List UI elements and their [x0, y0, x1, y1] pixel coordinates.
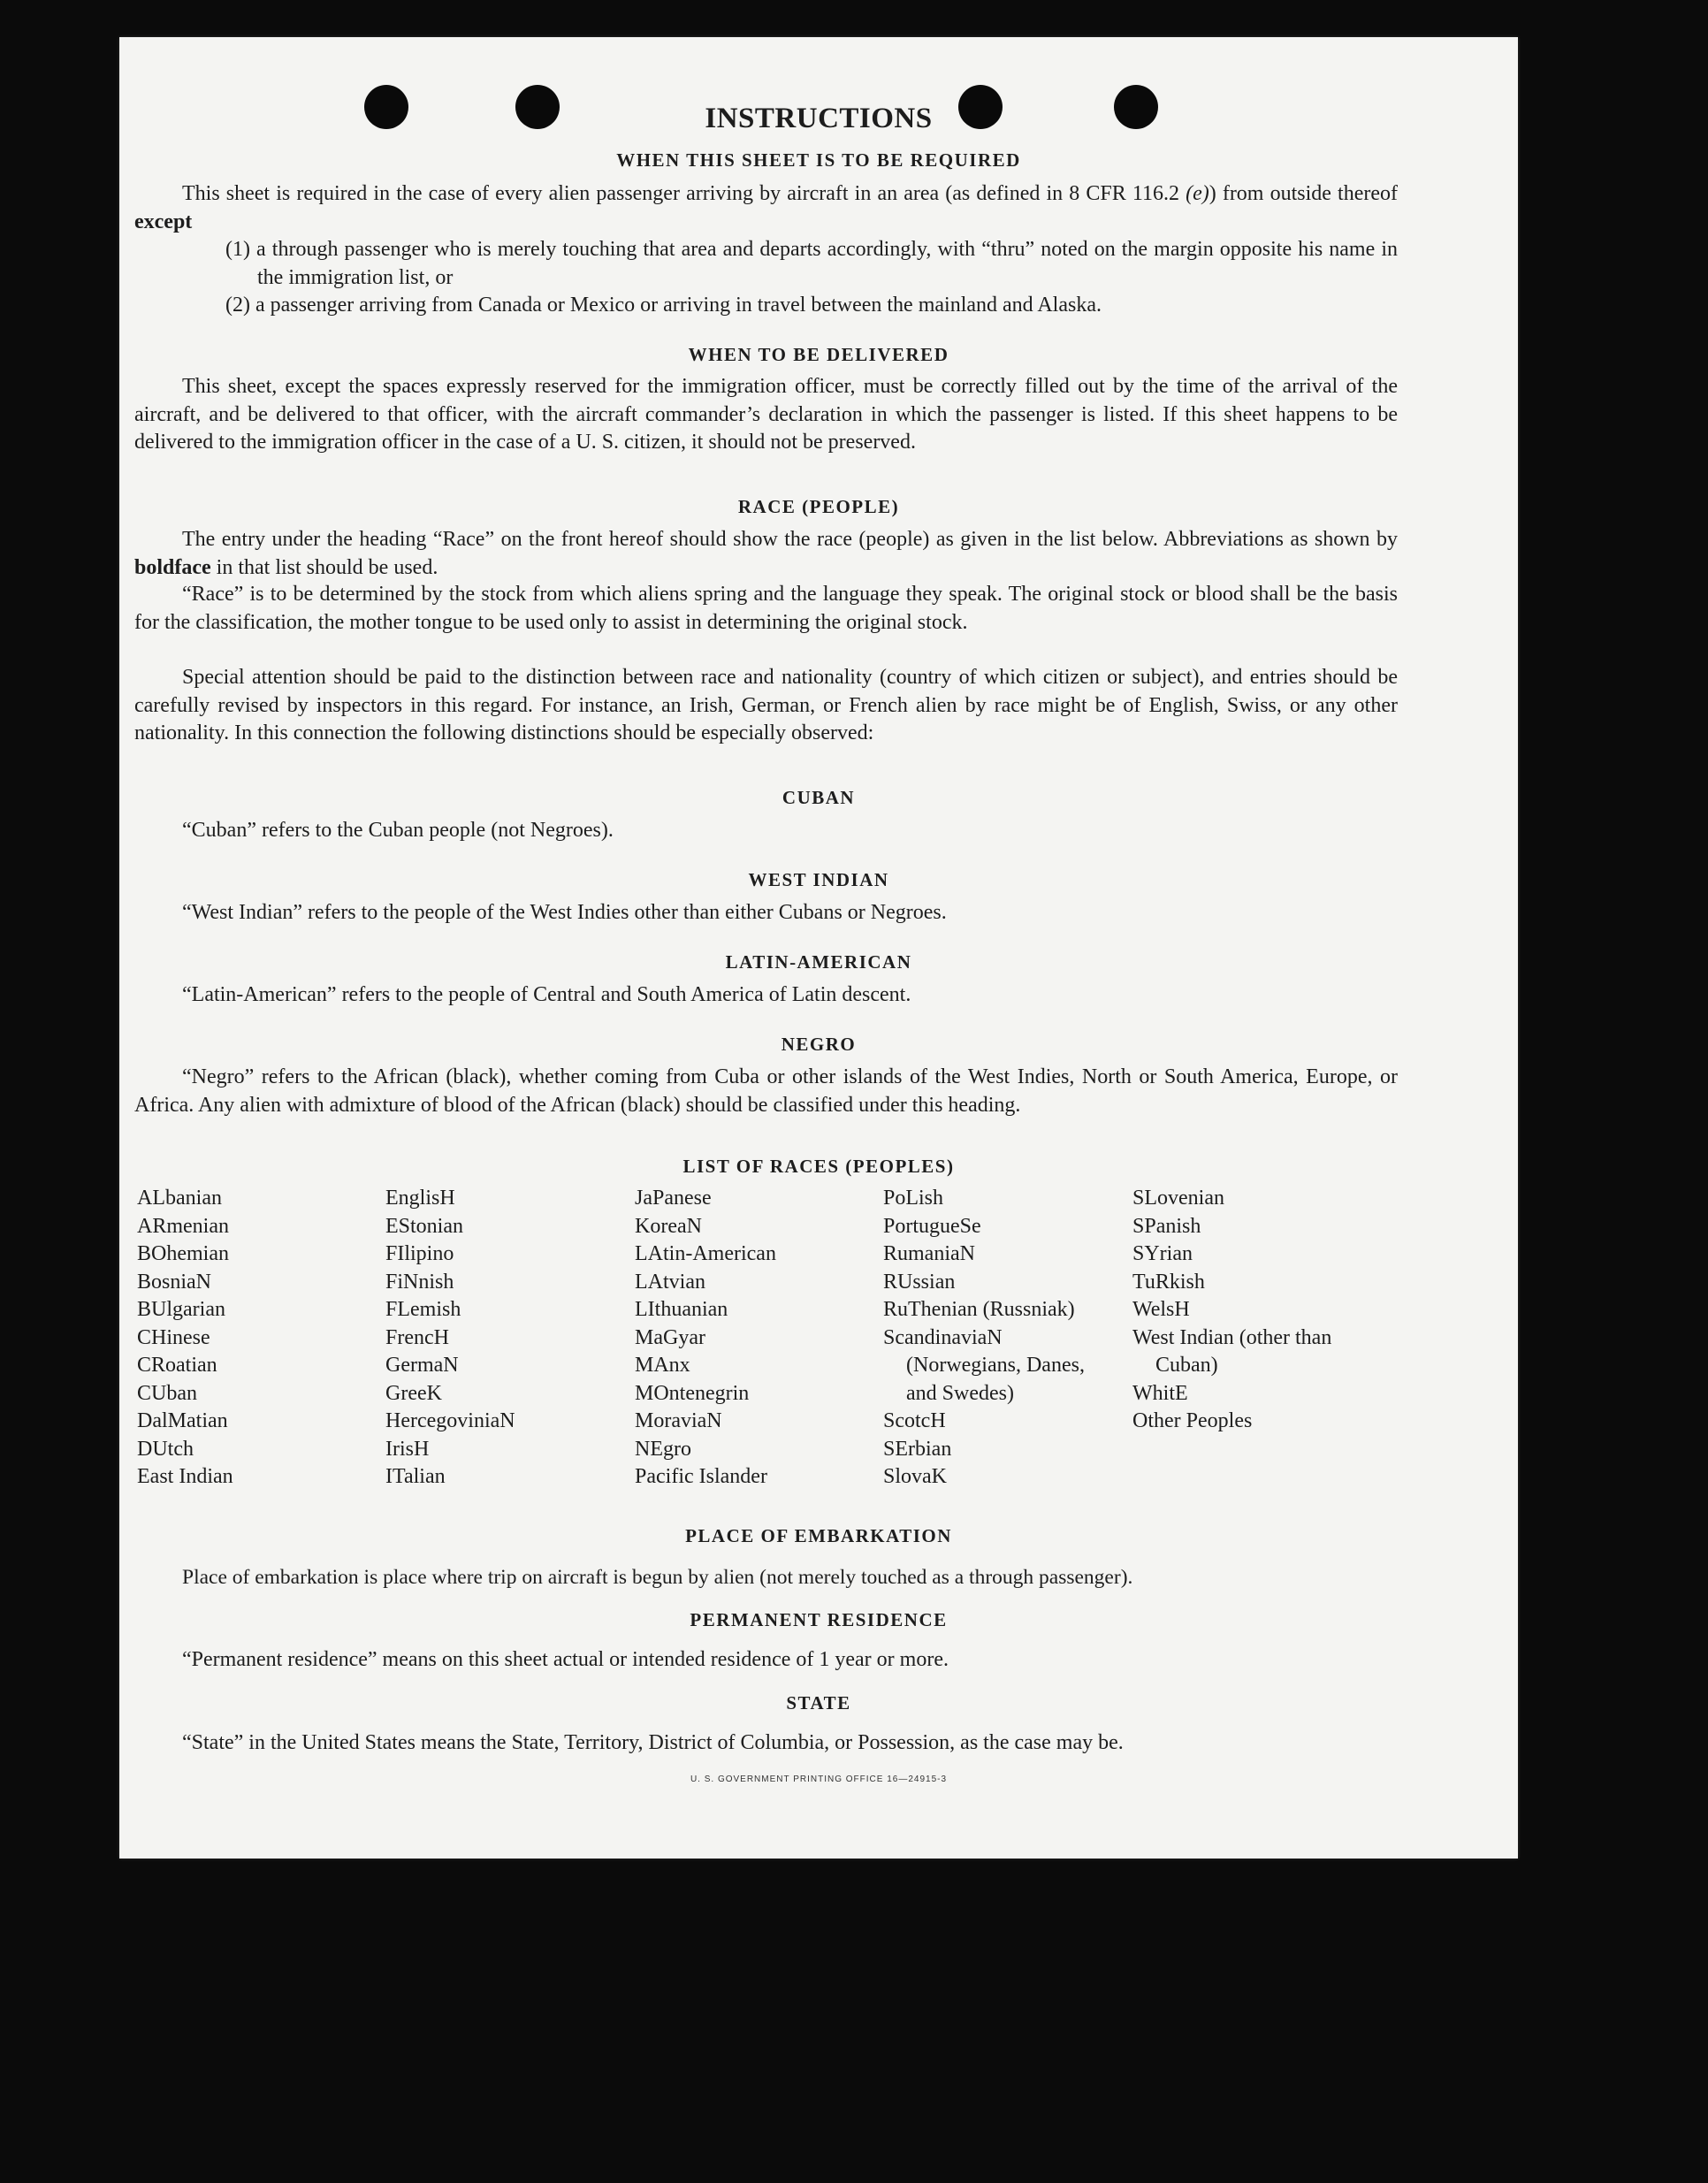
- race-item: HercegoviniaN: [385, 1409, 515, 1432]
- race-item: MAnx: [635, 1354, 690, 1377]
- race-item: BUlgarian: [137, 1298, 225, 1321]
- race-item: EStonian: [385, 1214, 463, 1238]
- race-item: FrencH: [385, 1325, 449, 1349]
- race-item: Pacific Islander: [635, 1465, 767, 1488]
- paragraph-race-2: “Race” is to be determined by the stock from which aliens spring and the language they speak. The original stock or blood shall be the basis for the classification, the mother tongue to be used only to assist in determining the original stock.: [134, 583, 1398, 634]
- paragraph-required: This sheet is required in the case of every alien passenger arriving by aircraft in an area (as defined in 8 CFR 116.2 (e)) from outside thereof except: [134, 182, 1398, 233]
- race-item: LIthuanian: [635, 1298, 728, 1321]
- paragraph-race-3: Special attention should be paid to the distinction between race and nationality (country of which citizen or subject), and entries should be carefully revised by inspectors in this regard. For instance, an Irish, German, or French alien by race might be of English, Swiss, or any other nationality. In this connection the following distinctions should be especially observed:: [134, 666, 1398, 744]
- race-item: West Indian (other than Cuban): [1132, 1325, 1332, 1377]
- race-item: MoraviaN: [635, 1409, 722, 1432]
- paragraph-delivered: This sheet, except the spaces expressly reserved for the immigration officer, must be correctly filled out by the time of the arrival of the aircraft, and be delivered to that officer, with the aircraft commander’s declaration in which the passenger is listed. If this sheet happens to be delivered to the immigration officer in the case of a U. S. citizen, it should not be preserved.: [134, 375, 1398, 454]
- race-item: KoreaN: [635, 1214, 702, 1238]
- race-item: ALbanian: [137, 1187, 222, 1210]
- race-item: GermaN: [385, 1354, 459, 1377]
- heading-residence: PERMANENT RESIDENCE: [690, 1609, 948, 1630]
- document-page: [119, 37, 1518, 1859]
- heading-cuban: CUBAN: [782, 787, 856, 808]
- races-column-5: [1132, 1185, 1389, 1436]
- race-item: ScandinaviaN (Norwegians, Danes, and Swedes): [883, 1325, 1085, 1405]
- race-item: East Indian: [137, 1465, 233, 1488]
- paragraph-residence: “Permanent residence” means on this sheet actual or intended residence of 1 year or more.: [182, 1648, 949, 1671]
- race-item: RumaniaN: [883, 1242, 975, 1265]
- heading-negro: NEGRO: [781, 1034, 857, 1055]
- race-item: ARmenian: [137, 1214, 229, 1238]
- race-item: SYrian: [1132, 1242, 1193, 1265]
- race-item: BosniaN: [137, 1270, 211, 1294]
- race-item: TuRkish: [1132, 1270, 1205, 1294]
- race-item: DalMatian: [137, 1409, 228, 1432]
- race-item: CRoatian: [137, 1354, 217, 1377]
- paragraph-state: “State” in the United States means the State, Territory, District of Columbia, or Possession, as the case may be.: [182, 1731, 1124, 1754]
- race-item: MaGyar: [635, 1325, 705, 1349]
- list-item: (2) a passenger arriving from Canada or Mexico or arriving in travel between the mainland and Alaska.: [225, 294, 1102, 317]
- race-item: MOntenegrin: [635, 1381, 750, 1405]
- race-item: IrisH: [385, 1437, 430, 1461]
- heading-required: WHEN THIS SHEET IS TO BE REQUIRED: [616, 149, 1021, 171]
- race-item: NEgro: [635, 1437, 691, 1461]
- race-item: SlovaK: [883, 1465, 947, 1488]
- heading-list-of-races: LIST OF RACES (PEOPLES): [682, 1156, 955, 1177]
- race-item: SErbian: [883, 1437, 952, 1461]
- paragraph-race-1: The entry under the heading “Race” on the front hereof should show the race (people) as given in the list below. Abbreviations as shown by boldface in that list should be used.: [134, 528, 1398, 579]
- race-item: FiNnish: [385, 1270, 454, 1294]
- race-item: RUssian: [883, 1270, 956, 1294]
- paragraph-west-indian: “West Indian” refers to the people of the West Indies other than either Cubans or Negroes.: [182, 901, 947, 924]
- heading-latin-american: LATIN-AMERICAN: [725, 951, 912, 973]
- race-item: WelsH: [1132, 1298, 1190, 1321]
- race-item: CUban: [137, 1381, 197, 1405]
- paragraph-negro: “Negro” refers to the African (black), whether coming from Cuba or other islands of the West Indies, North or South America, Europe, or Africa. Any alien with admixture of blood of the African (black) should be classified under this heading.: [134, 1065, 1398, 1117]
- race-item: LAtin-American: [635, 1242, 776, 1265]
- race-item: SPanish: [1132, 1214, 1201, 1238]
- races-column-4: [883, 1185, 1117, 1492]
- heading-race: RACE (PEOPLE): [737, 496, 900, 517]
- paragraph-embarkation: Place of embarkation is place where trip on aircraft is begun by alien (not merely touched as a through passenger).: [182, 1566, 1133, 1589]
- paragraph-cuban: “Cuban” refers to the Cuban people (not Negroes).: [182, 819, 614, 842]
- race-item: PortugueSe: [883, 1214, 981, 1238]
- paragraph-latin-american: “Latin-American” refers to the people of Central and South America of Latin descent.: [182, 983, 911, 1006]
- page-title: INSTRUCTIONS: [705, 103, 933, 134]
- races-column-3: [635, 1185, 873, 1492]
- race-item: ITalian: [385, 1465, 446, 1488]
- printer-imprint: U. S. GOVERNMENT PRINTING OFFICE 16—24915-3: [690, 1775, 948, 1784]
- race-item: FIlipino: [385, 1242, 454, 1265]
- race-item: DUtch: [137, 1437, 194, 1461]
- race-item: CHinese: [137, 1325, 210, 1349]
- race-item: PoLish: [883, 1187, 944, 1210]
- race-item: SLovenian: [1132, 1187, 1224, 1210]
- race-item: ScotcH: [883, 1409, 946, 1432]
- race-item: EnglisH: [385, 1187, 455, 1210]
- race-item: BOhemian: [137, 1242, 229, 1265]
- race-item: JaPanese: [635, 1187, 712, 1210]
- races-column-1: [137, 1185, 367, 1492]
- races-column-2: [385, 1185, 624, 1492]
- race-item: Other Peoples: [1132, 1409, 1253, 1432]
- heading-delivered: WHEN TO BE DELIVERED: [688, 344, 949, 365]
- heading-embarkation: PLACE OF EMBARKATION: [685, 1525, 952, 1546]
- list-item: (1) a through passenger who is merely touching that area and departs accordingly, with “thru” noted on the margin opposite his name in the immigration list, or: [225, 238, 1398, 289]
- race-item: RuThenian (Russniak): [883, 1298, 1075, 1321]
- heading-state: STATE: [786, 1692, 851, 1714]
- race-item: GreeK: [385, 1381, 442, 1405]
- race-item: WhitE: [1132, 1381, 1188, 1405]
- heading-west-indian: WEST INDIAN: [748, 869, 889, 890]
- race-item: FLemish: [385, 1298, 461, 1321]
- race-item: LAtvian: [635, 1270, 705, 1294]
